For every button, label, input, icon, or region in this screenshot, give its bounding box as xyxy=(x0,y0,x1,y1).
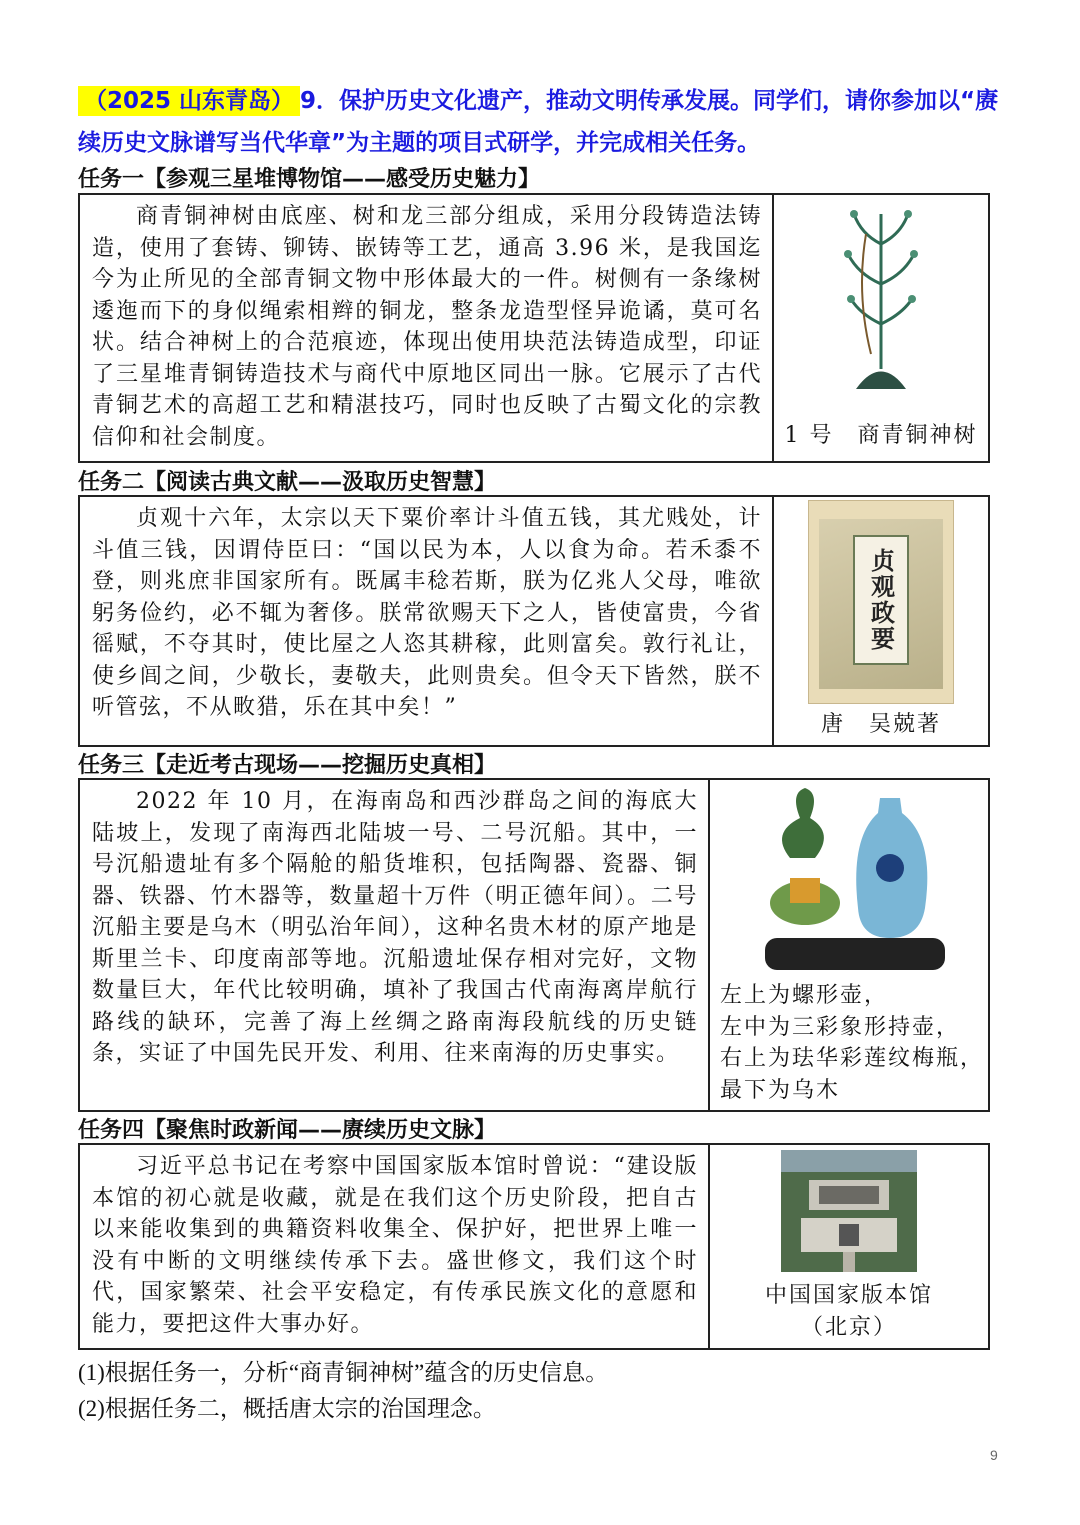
sub-question-1: (1)根据任务一，分析“商青铜神树”蕴含的历史信息。 xyxy=(78,1360,609,1385)
task-4-title: 任务四【聚焦时政新闻——赓续历史文脉】 xyxy=(78,1118,497,1143)
task-3-text: 2022 年 10 月，在海南岛和西沙群岛之间的海底大陆坡上，发现了南海西北陆坡一号、二号沉船。其中，一号沉船遗址有多个隔舱的船货堆积，包括陶器、瓷器、铜器、铁器、竹木器等，数量超十万件（明正德年间）。二号沉船主要是乌木（明弘治年间），这种名贵木材的原产地是斯里兰卡、印度南部等地。沉船遗址保存相对完好，文物数量巨大，年代比较明确，填补了我国古代南海离岸航行路线的缺环，完善了海上丝绸之路南海段航线的历史链条，实证了中国先民开发、利用、往来南海的历史事实。 xyxy=(80,780,710,1110)
task-1-caption: 1 号 商青铜神树 xyxy=(784,423,978,449)
task-1-figure xyxy=(774,195,988,461)
task-2-figure xyxy=(774,497,988,745)
question-source-tag: （2025 山东青岛） xyxy=(78,86,300,116)
task-2-title: 任务二【阅读古典文献——汲取历史智慧】 xyxy=(78,470,497,495)
book-cover-title: 贞观政要 xyxy=(866,548,896,653)
task-4-caption-1: 中国国家版本馆 xyxy=(764,1283,933,1308)
task-3-caption-1: 左上为螺形壶， xyxy=(720,983,889,1008)
task-3-caption-3: 右上为珐华彩莲纹梅瓶， xyxy=(720,1046,985,1071)
task-2-box xyxy=(78,495,990,747)
question-header xyxy=(78,80,1008,164)
task-2-text: 贞观十六年，太宗以天下粟价率计斗值五钱，其尤贱处，计斗值三钱，因谓侍臣曰：“国以民为本，人以食为命。若禾黍不登，则兆庶非国家所有。既属丰稔若斯，朕为亿兆人父母，唯欲躬务俭约，必不辄为奢侈。朕常欲赐天下之人，皆使富贵，今省徭赋，不夺其时，使比屋之人恣其耕稼，此则富矣。敦行礼让，使乡闾之间，少敬长，妻敬夫，此则贵矣。但令天下皆然，朕不听管弦，不从畋猎，乐在其中矣！” xyxy=(80,497,774,745)
national-archives-image xyxy=(781,1150,917,1272)
task-1-title: 任务一【参观三星堆博物馆——感受历史魅力】 xyxy=(78,167,541,192)
shipwreck-artifacts-image xyxy=(760,788,950,978)
question-title: 9．保护历史文化遗产，推动文明传承发展。同学们，请你参加以“赓续历史文脉谱写当代华章”为主题的项目式研学，并完成相关任务。 xyxy=(78,88,999,156)
task-3-title: 任务三【走近考古现场——挖掘历史真相】 xyxy=(78,753,497,778)
sub-question-2: (2)根据任务二，概括唐太宗的治国理念。 xyxy=(78,1396,496,1421)
task-1-text: 商青铜神树由底座、树和龙三部分组成，采用分段铸造法铸造，使用了套铸、铆铸、嵌铸等工艺，通高 3.96 米，是我国迄今为止所见的全部青铜文物中形体最大的一件。树侧有一条缘树逶迤而下的身似绳索相辫的铜龙，整条龙造型怪异诡谲，莫可名状。结合神树上的合范痕迹，体现出使用块范法铸造成型，印证了三星堆青铜铸造技术与商代中原地区同出一脉。它展示了古代青铜艺术的高超工艺和精湛技巧，同时也反映了古蜀文化的宗教信仰和社会制度。 xyxy=(80,195,774,461)
task-1-box xyxy=(78,193,990,463)
book-cover-image xyxy=(809,501,953,703)
page-number: 9 xyxy=(990,1447,998,1463)
task-3-box xyxy=(78,778,990,1112)
task-3-figure xyxy=(710,780,988,1110)
task-4-caption-2: （北京） xyxy=(800,1314,897,1340)
task-4-text: 习近平总书记在考察中国国家版本馆时曾说：“建设版本馆的初心就是收藏，就是在我们这个历史阶段，把自古以来能收集到的典籍资料收集全、保护好，把世界上唯一没有中断的文明继续传承下去。盛世修文，我们这个时代，国家繁荣、社会平安稳定，有传承民族文化的意愿和能力，要把这件大事办好。 xyxy=(80,1145,710,1348)
task-2-caption: 唐 吴兢著 xyxy=(820,712,941,738)
task-3-caption-2: 左中为三彩象形持壶， xyxy=(720,1014,961,1040)
task-3-caption-4: 最下为乌木 xyxy=(720,1077,841,1103)
bronze-tree-image xyxy=(836,204,926,394)
task-4-figure xyxy=(710,1145,988,1348)
task-4-box xyxy=(78,1143,990,1350)
